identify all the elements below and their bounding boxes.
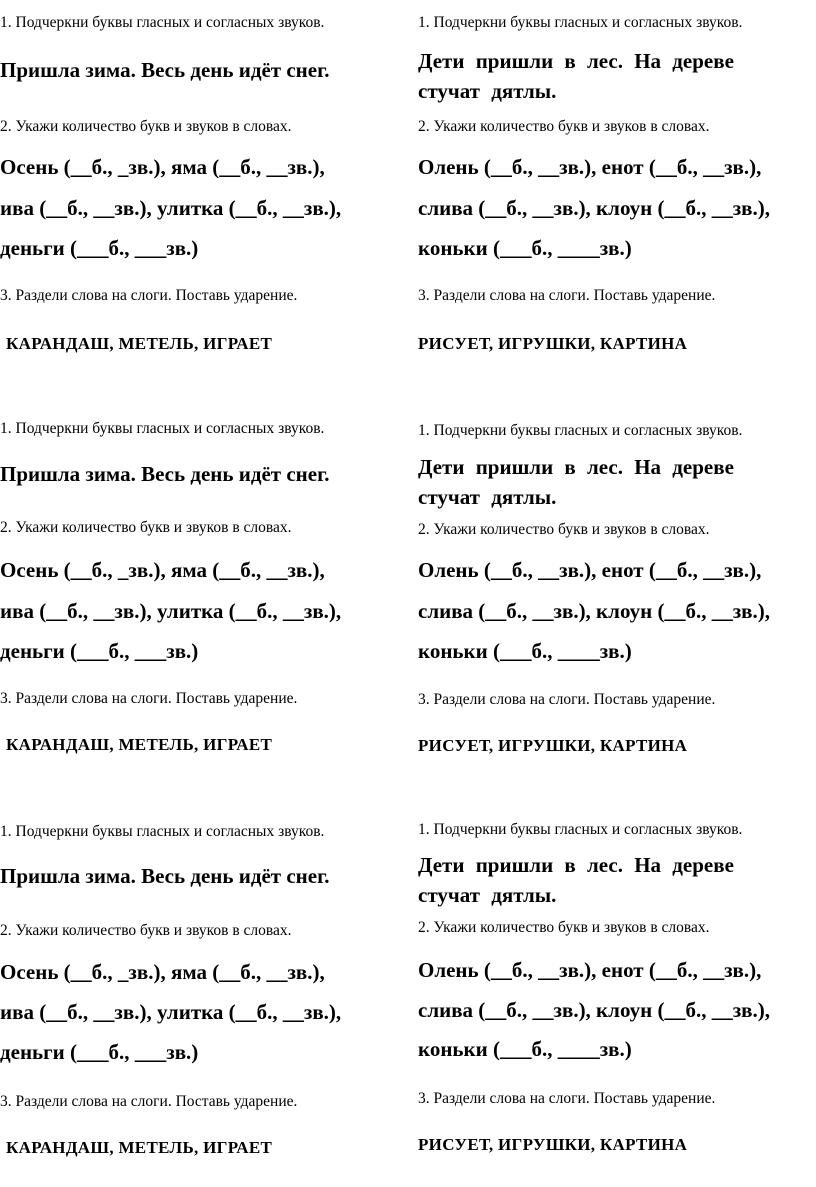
task-3-words: РИСУЕТ, ИГРУШКИ, КАРТИНА (418, 334, 688, 353)
task-2-instruction: 2. Укажи количество букв и звуков в словах. (418, 919, 710, 936)
task-2-words-line-2: ива (__б., __зв.), улитка (__б., __зв.), (0, 1000, 342, 1024)
task-2-words-line-3: деньги (___б., ___зв.) (0, 639, 199, 663)
task-1-instruction: 1. Подчеркни буквы гласных и согласных звуков. (418, 422, 743, 439)
task-2-words-line-1: Осень (__б., _зв.), яма (__б., __зв.), (0, 558, 325, 582)
task-3-words: РИСУЕТ, ИГРУШКИ, КАРТИНА (418, 736, 688, 755)
task-2-words-line-2: ива (__б., __зв.), улитка (__б., __зв.), (0, 196, 342, 220)
task-1-sentence: Пришла зима. Весь день идёт снег. (0, 864, 330, 888)
task-2-words-line-3: коньки (___б., ____зв.) (418, 639, 632, 663)
task-3-instruction: 3. Раздели слова на слоги. Поставь ударение. (0, 287, 298, 304)
task-2-words-line-3: деньги (___б., ___зв.) (0, 1040, 199, 1064)
task-2-instruction: 2. Укажи количество букв и звуков в словах. (418, 118, 710, 135)
task-2-words-line-1: Осень (__б., _зв.), яма (__б., __зв.), (0, 960, 325, 984)
task-3-instruction: 3. Раздели слова на слоги. Поставь ударение. (418, 287, 716, 304)
task-2-words-line-2: ива (__б., __зв.), улитка (__б., __зв.), (0, 599, 342, 623)
task-3-words: КАРАНДАШ, МЕТЕЛЬ, ИГРАЕТ (6, 735, 273, 754)
task-2-words-line-3: деньги (___б., ___зв.) (0, 236, 199, 260)
task-1-instruction: 1. Подчеркни буквы гласных и согласных звуков. (418, 821, 743, 838)
task-3-instruction: 3. Раздели слова на слоги. Поставь ударение. (0, 690, 298, 707)
task-2-words-line-3: коньки (___б., ____зв.) (418, 236, 632, 260)
task-1-instruction: 1. Подчеркни буквы гласных и согласных звуков. (418, 14, 743, 31)
task-1-sentence: Пришла зима. Весь день идёт снег. (0, 462, 330, 486)
task-2-words-line-1: Олень (__б., __зв.), енот (__б., __зв.), (418, 958, 762, 982)
task-2-words-line-1: Олень (__б., __зв.), енот (__б., __зв.), (418, 558, 762, 582)
task-2-instruction: 2. Укажи количество букв и звуков в словах. (0, 519, 292, 536)
task-3-instruction: 3. Раздели слова на слоги. Поставь ударение. (418, 1090, 716, 1107)
task-3-instruction: 3. Раздели слова на слоги. Поставь ударение. (0, 1093, 298, 1110)
task-1-instruction: 1. Подчеркни буквы гласных и согласных звуков. (0, 823, 325, 840)
task-2-words-line-2: слива (__б., __зв.), клоун (__б., __зв.), (418, 998, 771, 1022)
task-3-words: КАРАНДАШ, МЕТЕЛЬ, ИГРАЕТ (6, 1138, 273, 1157)
task-1-instruction: 1. Подчеркни буквы гласных и согласных звуков. (0, 14, 325, 31)
task-3-words: РИСУЕТ, ИГРУШКИ, КАРТИНА (418, 1135, 688, 1154)
task-2-words-line-2: слива (__б., __зв.), клоун (__б., __зв.), (418, 599, 771, 623)
task-1-sentence: Дети пришли в лес. На дереве стучат дятлы. (418, 49, 734, 103)
task-2-instruction: 2. Укажи количество букв и звуков в словах. (0, 922, 292, 939)
task-2-words-line-1: Олень (__б., __зв.), енот (__б., __зв.), (418, 155, 762, 179)
task-1-sentence: Дети пришли в лес. На дереве стучат дятлы. (418, 455, 734, 509)
task-1-instruction: 1. Подчеркни буквы гласных и согласных звуков. (0, 420, 325, 437)
task-3-instruction: 3. Раздели слова на слоги. Поставь ударение. (418, 691, 716, 708)
task-2-words-line-3: коньки (___б., ____зв.) (418, 1037, 632, 1061)
task-2-words-line-2: слива (__б., __зв.), клоун (__б., __зв.), (418, 196, 771, 220)
task-2-instruction: 2. Укажи количество букв и звуков в словах. (0, 118, 292, 135)
task-1-sentence: Дети пришли в лес. На дереве стучат дятлы. (418, 853, 734, 907)
task-2-instruction: 2. Укажи количество букв и звуков в словах. (418, 521, 710, 538)
task-1-sentence: Пришла зима. Весь день идёт снег. (0, 58, 330, 82)
task-3-words: КАРАНДАШ, МЕТЕЛЬ, ИГРАЕТ (6, 334, 273, 353)
task-2-words-line-1: Осень (__б., _зв.), яма (__б., __зв.), (0, 155, 325, 179)
